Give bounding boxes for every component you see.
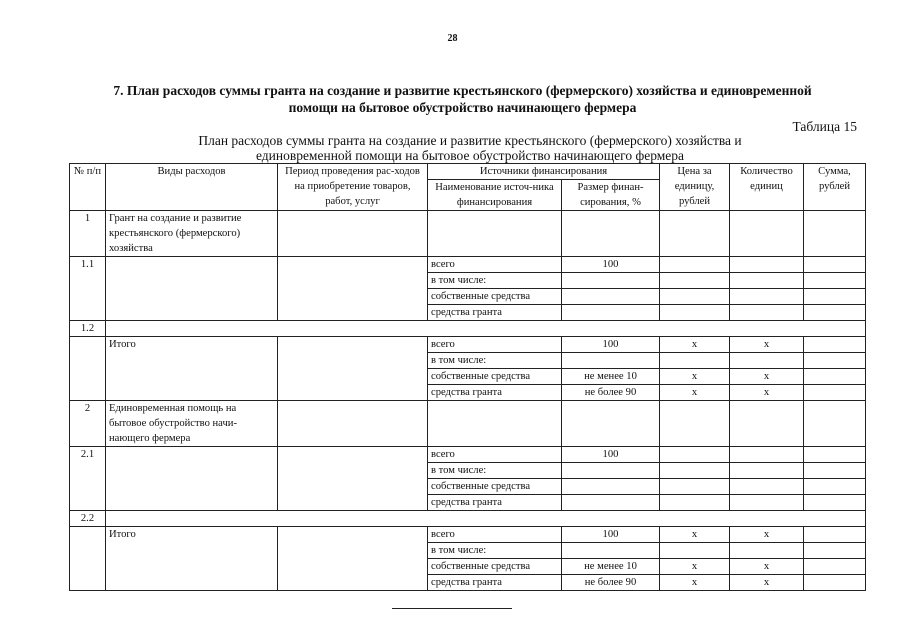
source-size: не более 90	[562, 385, 660, 401]
empty-cell	[428, 401, 562, 447]
source-name: всего	[428, 257, 562, 273]
quantity-cell: х	[730, 337, 804, 353]
source-size: 100	[562, 337, 660, 353]
sum-cell	[804, 575, 866, 591]
price-cell: х	[660, 559, 730, 575]
quantity-cell: х	[730, 559, 804, 575]
table-row	[70, 527, 866, 543]
header-sources: Источники финансирования	[428, 164, 660, 180]
sum-cell	[804, 527, 866, 543]
header-row	[70, 164, 866, 180]
source-size	[562, 479, 660, 495]
header-price: Цена за единицу, рублей	[660, 164, 730, 211]
header-period: Период проведения рас-ходов на приобретение товаров, работ, услуг	[278, 164, 428, 211]
source-name: собственные средства	[428, 559, 562, 575]
empty-cell	[660, 257, 730, 273]
header-quantity: Количество единиц	[730, 164, 804, 211]
header-source-name: Наименование источ-ника финансирования	[428, 180, 562, 211]
empty-cell	[730, 289, 804, 305]
empty-cell	[804, 273, 866, 289]
source-name: всего	[428, 527, 562, 543]
sum-cell	[804, 337, 866, 353]
source-size: не более 90	[562, 575, 660, 591]
source-size	[562, 463, 660, 479]
empty-cell	[660, 305, 730, 321]
subsection-num: 1.1	[70, 257, 106, 321]
section-num: 1	[70, 211, 106, 257]
table-caption: План расходов суммы гранта на создание и развитие крестьянского (фермерского) хозяйства и единовременной помощи на бытовое обустройство начинающего фермера	[198, 133, 742, 163]
sum-cell	[804, 559, 866, 575]
source-name: в том числе:	[428, 353, 562, 369]
source-name: в том числе:	[428, 463, 562, 479]
sum-cell	[804, 385, 866, 401]
source-size	[562, 543, 660, 559]
empty-cell	[106, 511, 866, 527]
page-number: 28	[447, 33, 458, 44]
source-size	[562, 273, 660, 289]
source-name: средства гранта	[428, 385, 562, 401]
subsection-num: 2.2	[70, 511, 106, 527]
empty-cell	[278, 527, 428, 591]
price-cell: х	[660, 385, 730, 401]
empty-cell	[804, 289, 866, 305]
empty-cell	[278, 401, 428, 447]
empty-cell	[660, 273, 730, 289]
empty-cell	[804, 495, 866, 511]
source-name: в том числе:	[428, 543, 562, 559]
empty-cell	[730, 447, 804, 463]
source-size	[562, 353, 660, 369]
empty-cell	[562, 401, 660, 447]
empty-cell	[804, 463, 866, 479]
section-title: Единовременная помощь на бытовое обустройство начи-нающего фермера	[106, 401, 278, 447]
empty-cell	[278, 257, 428, 321]
subsection-num: 1.2	[70, 321, 106, 337]
empty-cell	[730, 305, 804, 321]
table-row	[70, 321, 866, 337]
empty-cell	[730, 479, 804, 495]
empty-cell	[278, 337, 428, 401]
header-sum: Сумма, рублей	[804, 164, 866, 211]
section-num: 2	[70, 401, 106, 447]
section-title-row	[70, 401, 866, 447]
total-label: Итого	[106, 337, 278, 401]
source-name: всего	[428, 447, 562, 463]
empty-cell	[70, 527, 106, 591]
header-types: Виды расходов	[106, 164, 278, 211]
empty-cell	[428, 211, 562, 257]
source-size	[562, 289, 660, 305]
empty-cell	[660, 211, 730, 257]
empty-cell	[660, 289, 730, 305]
source-size: не менее 10	[562, 559, 660, 575]
subsection-num: 2.1	[70, 447, 106, 511]
quantity-cell: х	[730, 527, 804, 543]
empty-cell	[660, 495, 730, 511]
table-row	[70, 337, 866, 353]
header-source-size: Размер финан-сирования, %	[562, 180, 660, 211]
empty-cell	[730, 401, 804, 447]
empty-cell	[106, 447, 278, 511]
source-name: средства гранта	[428, 305, 562, 321]
price-cell: х	[660, 527, 730, 543]
sum-cell	[804, 369, 866, 385]
empty-cell	[730, 211, 804, 257]
empty-cell	[106, 257, 278, 321]
source-name: собственные средства	[428, 289, 562, 305]
price-cell: х	[660, 369, 730, 385]
empty-cell	[804, 401, 866, 447]
empty-cell	[730, 273, 804, 289]
sum-cell	[804, 353, 866, 369]
quantity-cell: х	[730, 575, 804, 591]
empty-cell	[730, 463, 804, 479]
empty-cell	[804, 257, 866, 273]
quantity-cell: х	[730, 369, 804, 385]
empty-cell	[804, 479, 866, 495]
table-label: Таблица 15	[792, 119, 857, 134]
empty-cell	[660, 463, 730, 479]
sum-cell	[804, 543, 866, 559]
price-cell	[660, 543, 730, 559]
price-cell	[660, 353, 730, 369]
quantity-cell	[730, 543, 804, 559]
empty-cell	[70, 337, 106, 401]
quantity-cell	[730, 353, 804, 369]
empty-cell	[730, 257, 804, 273]
empty-cell	[660, 479, 730, 495]
section-title-row	[70, 211, 866, 257]
source-name: собственные средства	[428, 369, 562, 385]
price-cell: х	[660, 575, 730, 591]
source-size: 100	[562, 447, 660, 463]
empty-cell	[804, 447, 866, 463]
source-name: в том числе:	[428, 273, 562, 289]
empty-cell	[660, 401, 730, 447]
section-heading: 7. План расходов суммы гранта на создание и развитие крестьянского (фермерского) хозяйства и единовременной помощи на бытовое обустройство начинающего фермера	[113, 83, 812, 115]
expense-plan-table	[69, 163, 866, 591]
source-name: собственные средства	[428, 479, 562, 495]
source-size	[562, 305, 660, 321]
source-size	[562, 495, 660, 511]
source-size: не менее 10	[562, 369, 660, 385]
source-name: всего	[428, 337, 562, 353]
empty-cell	[106, 321, 866, 337]
table-row	[70, 447, 866, 463]
source-size: 100	[562, 527, 660, 543]
table-row	[70, 257, 866, 273]
source-size: 100	[562, 257, 660, 273]
source-name: средства гранта	[428, 495, 562, 511]
empty-cell	[562, 211, 660, 257]
empty-cell	[730, 495, 804, 511]
table-row	[70, 511, 866, 527]
empty-cell	[660, 447, 730, 463]
empty-cell	[804, 211, 866, 257]
quantity-cell: х	[730, 385, 804, 401]
source-name: средства гранта	[428, 575, 562, 591]
header-num: № п/п	[70, 164, 106, 211]
empty-cell	[278, 211, 428, 257]
total-label: Итого	[106, 527, 278, 591]
footer-divider	[392, 608, 512, 609]
empty-cell	[278, 447, 428, 511]
empty-cell	[804, 305, 866, 321]
section-title: Грант на создание и развитие крестьянского (фермерского) хозяйства	[106, 211, 278, 257]
price-cell: х	[660, 337, 730, 353]
